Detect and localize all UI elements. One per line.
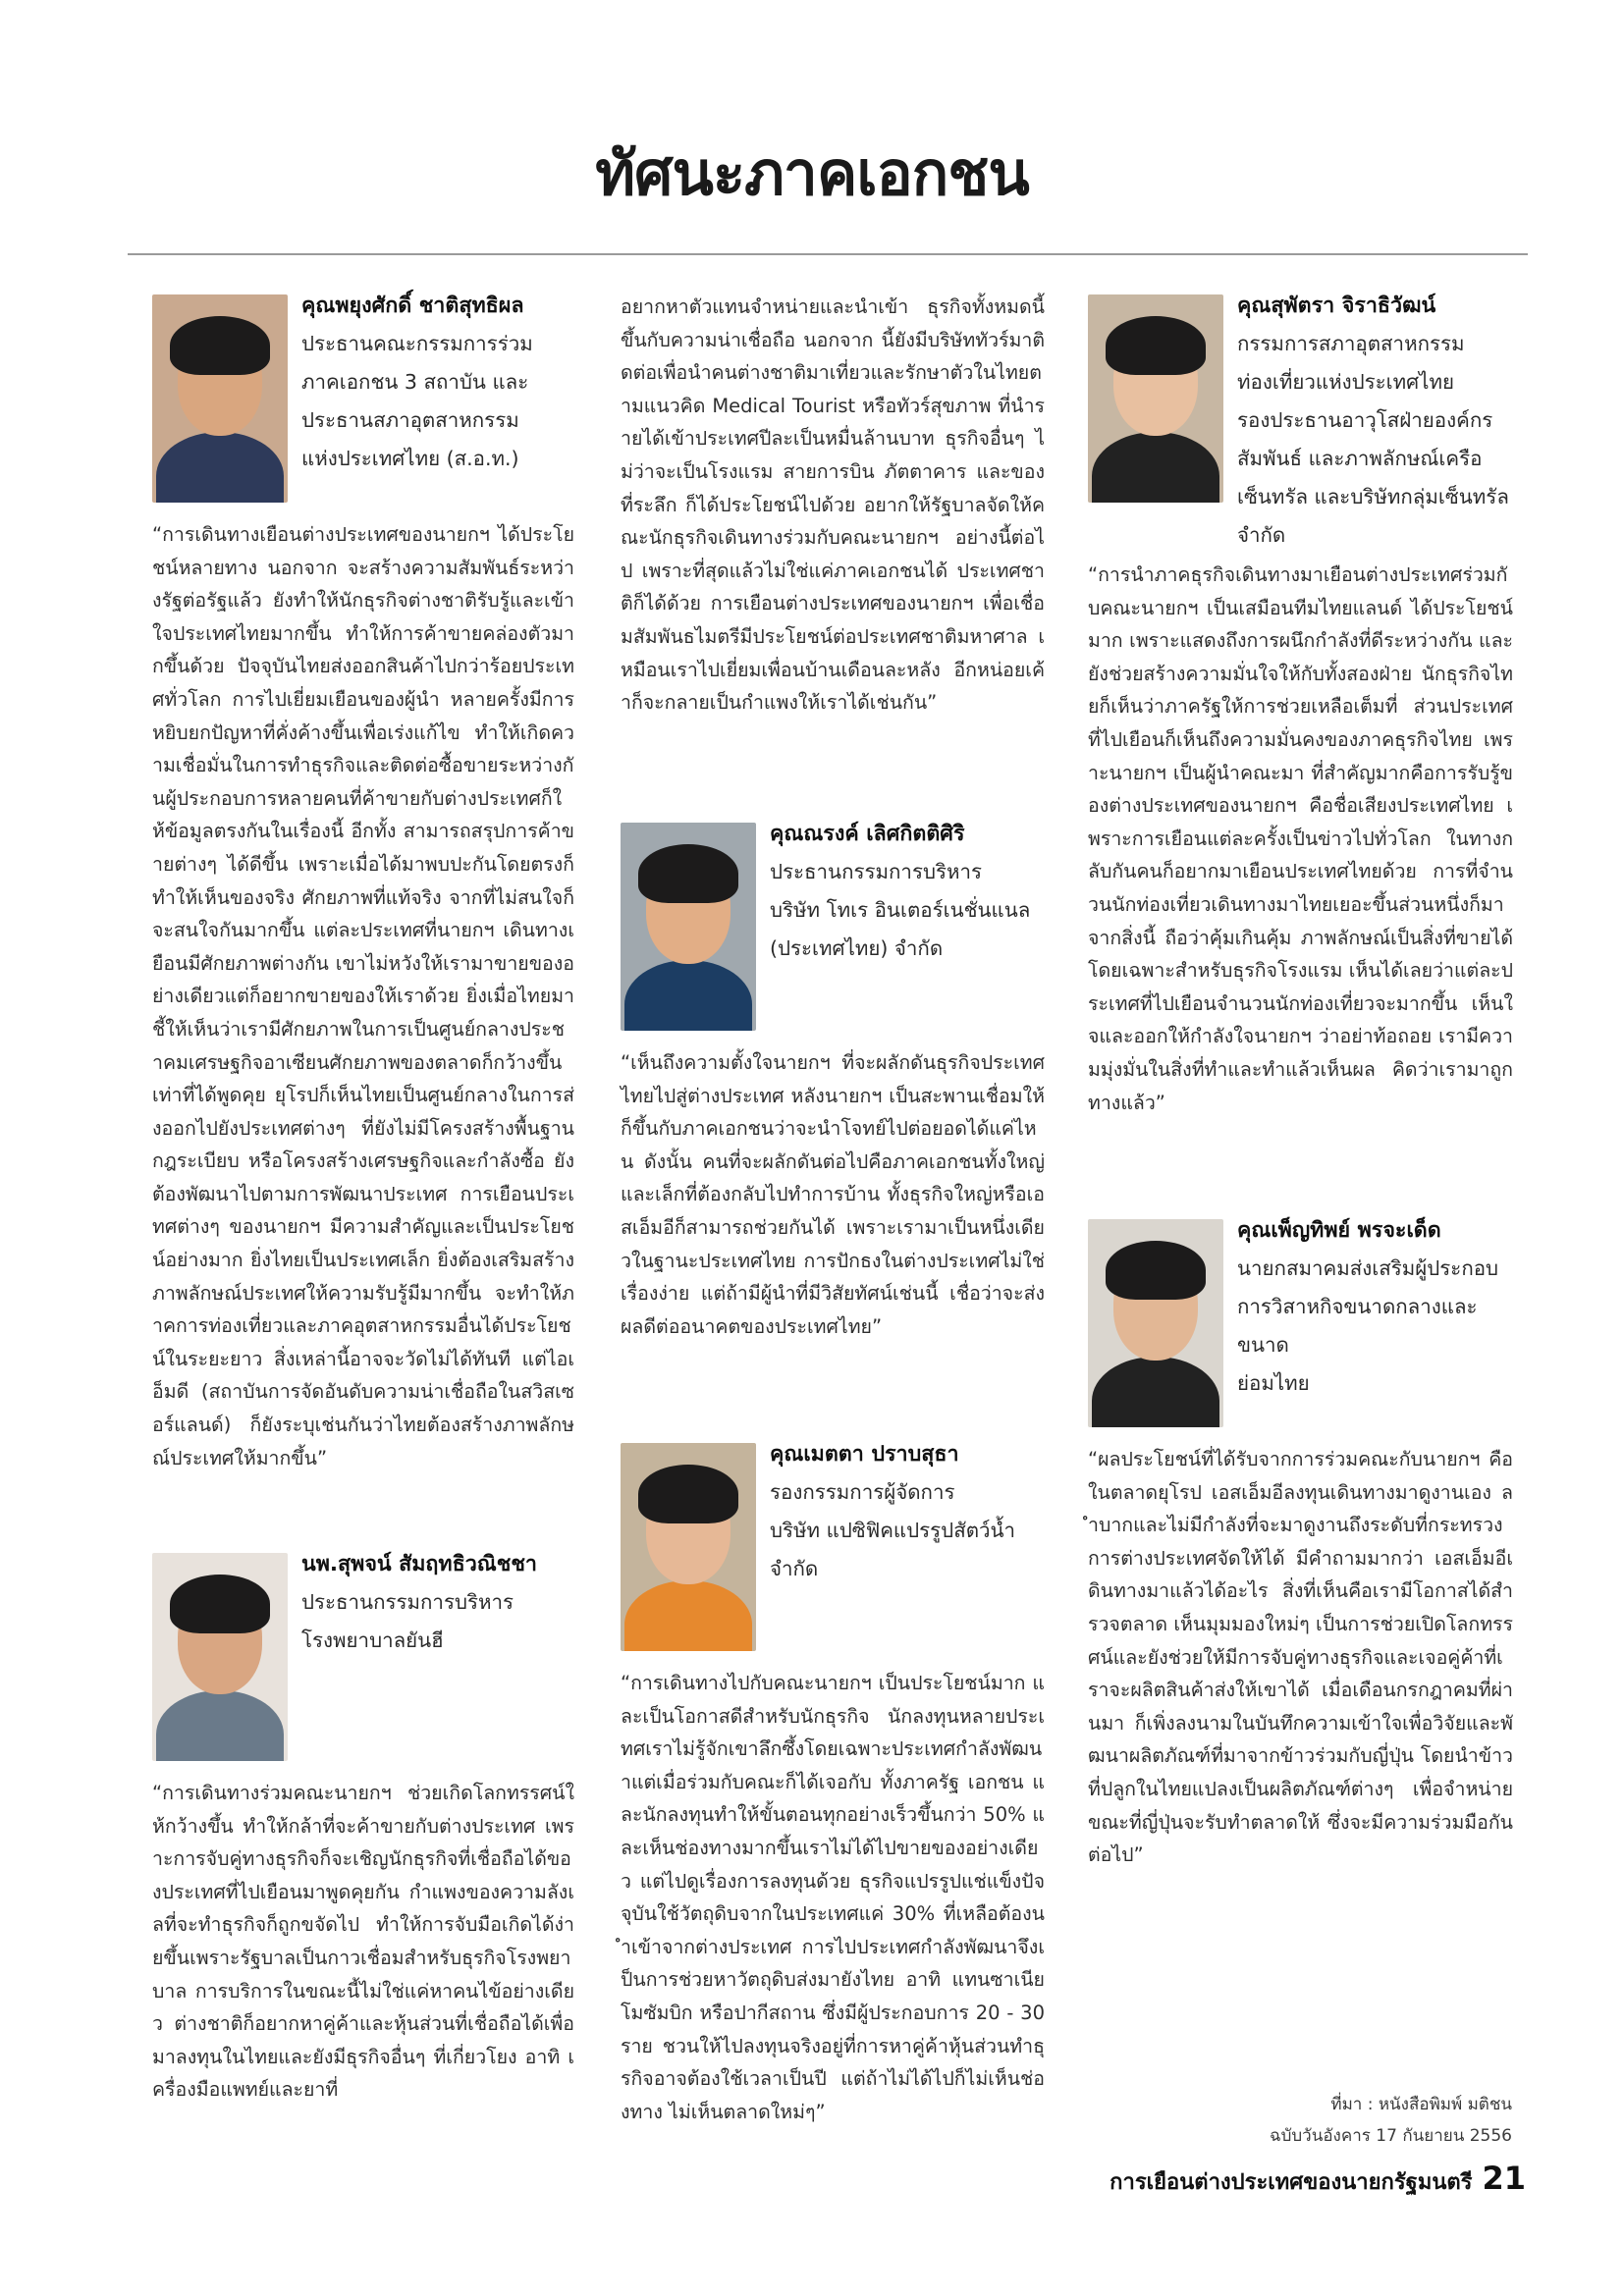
person-name: คุณพยุงศักดิ์ ชาติสุทธิผล: [301, 294, 524, 318]
portrait-icon-5: [1088, 294, 1223, 503]
person-name: คุณณรงค์ เลิศกิตติศิริ: [770, 822, 965, 846]
person-title-line: การวิสาหกิจขนาดกลางและขนาด: [1237, 1295, 1478, 1357]
profile-3: [621, 823, 1045, 1343]
portrait-icon-6: [1088, 1219, 1223, 1427]
person-title-line: กรรมการสภาอุตสาหกรรม: [1237, 332, 1465, 355]
person-title-line: ท่องเที่ยวแห่งประเทศไทย: [1237, 370, 1455, 394]
title-divider: [128, 253, 1528, 255]
person-quote: “ผลประโยชน์ที่ได้รับจากการร่วมคณะกับนายกฯ คือ ในตลาดยุโรป เอสเอ็มอีลงทุนเดินทางมาดูงานเอง ลำบากและไม่มีกำลังที่จะมาดูงานถึงระดับที่กระทรวงการต่างประเทศจัดให้ได้ มีคำถามมากว่า เอสเอ็มอีเดินทางมาแล้วได้อะไร สิ่งที่เห็นคือเรามีโอกาสได้สำรวจตลาด เห็นมุมมองใหม่ๆ เป็นการช่วยเปิดโลกทรรศน์และยังช่วยให้มีการจับคู่ทางธุรกิจและเจอคู่ค้าที่เราจะผลิตสินค้าส่งให้เขาได้ เมื่อเดือนกรกฎาคมที่ผ่านมา ก็เพิ่งลงนามในบันทึกความเข้าใจเพื่อวิจัยและพัฒนาผลิตภัณฑ์ที่มาจากข้าวร่วมกับญี่ปุ่น โดยนำข้าวที่ปลูกในไทยแปลงเป็นผลิตภัณฑ์ต่างๆ เพื่อจำหน่าย ขณะที่ญี่ปุ่นจะรับทำตลาดให้ ซึ่งจะมีความร่วมมือกันต่อไป”: [1088, 1448, 1513, 1867]
portrait-icon-2: [152, 1553, 288, 1761]
person-title-line: ย่อมไทย: [1237, 1371, 1310, 1395]
page-number: 21: [1482, 2160, 1526, 2197]
person-title-line: จำกัด: [1237, 523, 1286, 547]
profile-5: [1088, 294, 1513, 1119]
person-quote: “การนำภาคธุรกิจเดินทางมาเยือนต่างประเทศร่วมกับคณะนายกฯ เป็นเสมือนทีมไทยแลนด์ ได้ประโยชน์มาก เพราะแสดงถึงการผนึกกำลังที่ดีระหว่างกัน และยังช่วยสร้างความมั่นใจให้กับทั้งสองฝ่าย นักธุรกิจไทยก็เห็นว่าภาครัฐให้การช่วยเหลือเต็มที่ ส่วนประเทศที่ไปเยือนก็เห็นถึงความมั่นคงของภาคธุรกิจไทย เพราะนายกฯ เป็นผู้นำคณะมา ที่สำคัญมากคือการรับรู้ของต่างประเทศของนายกฯ คือชื่อเสียงประเทศไทย เพราะการเยือนแต่ละครั้งเป็นข่าวไปทั่วโลก ในทางกลับกันคนก็อยากมาเยือนประเทศไทยด้วย การที่จำนวนนักท่องเที่ยวเดินทางมาไทยเยอะขึ้นส่วนหนึ่งก็มาจากสิ่งนี้ ถือว่าคุ้มเกินคุ้ม ภาพลักษณ์เป็นสิ่งที่ขายได้โดยเฉพาะสำหรับธุรกิจโรงแรม เห็นได้เลยว่าแต่ละประเทศที่ไปเยือนจำนวนนักท่องเที่ยวจะมากขึ้น เห็นใจและออกให้กำลังใจนายกฯ ว่าอย่าท้อถอย เรามีความมุ่งมั่นในสิ่งที่ทำและทำแล้วเห็นผล คิดว่าเรามาถูกทางแล้ว”: [1088, 563, 1513, 1114]
continued-quote: [621, 291, 1045, 720]
source-line: ฉบับวันอังคาร 17 กันยายน 2556: [1270, 2126, 1512, 2146]
person-name: คุณเมตตา ปราบสุธา: [770, 1442, 959, 1467]
continued-text: อยากหาตัวแทนจำหน่ายและนำเข้า ธุรกิจทั้งหมดนี้ขึ้นกับความน่าเชื่อถือ นอกจาก นี้ยังมีบริษัททัวร์มาติดต่อเพื่อนำคนต่างชาติมาเที่ยวและรักษาตัวในไทยตามแนวคิด Medical Tourist หรือทัวร์สุขภาพ ที่นำรายได้เข้าประเทศปีละเป็นหมื่นล้านบาท ธุรกิจอื่นๆ ไม่ว่าจะเป็นโรงแรม สายการบิน ภัตตาคาร และของที่ระลึก ก็ได้ประโยชน์ไปด้วย อยากให้รัฐบาลจัดให้คณะนักธุรกิจเดินทางร่วมกับคณะนายกฯ อย่างนี้ต่อไป เพราะที่สุดแล้วไม่ใช่แค่ภาคเอกชนได้ ประเทศชาติก็ได้ด้วย การเยือนต่างประเทศของนายกฯ เพื่อเชื่อมสัมพันธไมตรีมีประโยชน์ต่อประเทศชาติมหาศาล เหมือนเราไปเยี่ยมเพื่อนบ้านเดือนละหลัง อีกหน่อยเค้าก็จะกลายเป็นกำแพงให้เราได้เช่นกัน”: [621, 295, 1045, 715]
person-quote: “การเดินทางเยือนต่างประเทศของนายกฯ ได้ประโยชน์หลายทาง นอกจาก จะสร้างความสัมพันธ์ระหว่างรัฐต่อรัฐแล้ว ยังทำให้นักธุรกิจต่างชาติรับรู้และเข้าใจประเทศไทยมากขึ้น ทำให้การค้าขายคล่องตัวมากขึ้นด้วย ปัจจุบันไทยส่งออกสินค้าไปกว่าร้อยประเทศทั่วโลก การไปเยี่ยมเยือนของผู้นำ หลายครั้งมีการหยิบยกปัญหาที่คั่งค้างขึ้นเพื่อเร่งแก้ไข ทำให้เกิดความเชื่อมั่นในการทำธุรกิจและติดต่อซื้อขายระหว่างกันผู้ประกอบการหลายคนที่ค้าขายกับต่างประเทศก็ให้ข้อมูลตรงกันในเรื่องนี้ อีกทั้ง สามารถสรุปการค้าขายต่างๆ ได้ดีขึ้น เพราะเมื่อได้มาพบปะกันโดยตรงก็ทำให้เห็นของจริง ศักยภาพที่แท้จริง จากที่ไม่สนใจก็จะสนใจกันมากขึ้น แต่ละประเทศที่นายกฯ เดินทางเยือนมีศักยภาพต่างกัน เขาไม่หวังให้เรามาขายของอย่างเดียวแต่ก็อยากขายของให้เราด้วย ยิ่งเมื่อไทยมาชี้ให้เห็นว่าเรามีศักยภาพในการเป็นศูนย์กลางประชาคมเศรษฐกิจอาเซียนศักยภาพของตลาดก็กว้างขึ้น เท่าที่ได้พูดคุย ยุโรปก็เห็นไทยเป็นศูนย์กลางในการส่งออกไปยังประเทศต่างๆ ที่ยังไม่มีโครงสร้างพื้นฐาน กฎระเบียบ หรือโครงสร้างเศรษฐกิจและกำลังซื้อ ยังต้องพัฒนาไปตามการพัฒนาประเทศ การเยือนประเทศต่างๆ ของนายกฯ มีความสำคัญและเป็นประโยชน์อย่างมาก ยิ่งไทยเป็นประเทศเล็ก ยิ่งต้องเสริมสร้างภาพลักษณ์ประเทศให้ความรับรู้มีมากขึ้น จะทำให้ภาคการท่องเที่ยวและภาคอุตสาหกรรมอื่นได้ประโยชน์ในระยะยาว สิ่งเหล่านี้อาจจะวัดไม่ได้ทันที แต่ไอเอ็มดี (สถาบันการจัดอันดับความน่าเชื่อถือในสวิสเซอร์แลนด์) ก็ยังระบุเช่นกันว่าไทยต้องสร้างภาพลักษณ์ประเทศให้มากขึ้น”: [152, 523, 574, 1469]
person-title-line: นายกสมาคมส่งเสริมผู้ประกอบ: [1237, 1256, 1499, 1280]
page-footer: [1110, 2160, 1526, 2199]
person-title-line: เซ็นทรัล และบริษัทกลุ่มเซ็นทรัล: [1237, 485, 1509, 508]
person-quote: “การเดินทางร่วมคณะนายกฯ ช่วยเกิดโลกทรรศน์ให้กว้างขึ้น ทำให้กล้าที่จะค้าขายกับต่างประเทศ เพราะการจับคู่ทางธุรกิจก็จะเชิญนักธุรกิจที่เชื่อถือได้ของประเทศที่ไปเยือนมาพูดคุยกัน กำแพงของความลังเลที่จะทำธุรกิจก็ถูกขจัดไป ทำให้การจับมือเกิดได้ง่ายขึ้นเพราะรัฐบาลเป็นกาวเชื่อมสำหรับธุรกิจโรงพยาบาล การบริการในขณะนี้ไม่ใช่แค่หาคนไข้อย่างเดียว ต่างชาติก็อยากหาคู่ค้าและหุ้นส่วนที่เชื่อถือได้เพื่อมาลงทุนในไทยและยังมีธุรกิจอื่นๆ ที่เกี่ยวโยง อาทิ เครื่องมือแพทย์และยาที่: [152, 1782, 574, 2102]
person-title-line: โรงพยาบาลยันฮี: [301, 1629, 444, 1652]
profile-2: [152, 1553, 574, 2107]
profile-6: [1088, 1219, 1513, 1872]
portrait-icon-3: [621, 823, 756, 1031]
person-name: นพ.สุพจน์ สัมฤทธิวณิชชา: [301, 1552, 537, 1576]
person-name: คุณเพ็ญทิพย์ พรจะเด็ด: [1237, 1218, 1441, 1243]
person-title-line: ภาคเอกชน 3 สถาบัน และ: [301, 370, 529, 394]
person-title-line: ประธานคณะกรรมการร่วม: [301, 332, 533, 355]
person-name: คุณสุพัตรา จิราธิวัฒน์: [1237, 294, 1436, 318]
person-title-line: ประธานสภาอุตสาหกรรม: [301, 408, 519, 432]
person-title-line: ประธานกรรมการบริหาร: [301, 1590, 514, 1614]
profile-1: [152, 294, 574, 1474]
person-quote: “เห็นถึงความตั้งใจนายกฯ ที่จะผลักดันธุรกิจประเทศไทยไปสู่ต่างประเทศ หลังนายกฯ เป็นสะพานเชื่อมให้ก็ขึ้นกับภาคเอกชนว่าจะนำโจทย์ไปต่อยอดได้แค่ไหน ดังนั้น คนที่จะผลักดันต่อไปคือภาคเอกชนทั้งใหญ่และเล็กที่ต้องกลับไปทำการบ้าน ทั้งธุรกิจใหญ่หรือเอสเอ็มอีก็สามารถช่วยกันได้ เพราะเรามาเป็นหนึ่งเดียวในฐานะประเทศไทย การปักธงในต่างประเทศไม่ใช่เรื่องง่าย แต่ถ้ามีผู้นำที่มีวิสัยทัศน์เช่นนี้ เชื่อว่าจะส่งผลดีต่ออนาคตของประเทศไทย”: [621, 1051, 1045, 1338]
person-title-line: รองประธานอาวุโสฝ่ายองค์กร: [1237, 408, 1493, 432]
page-title: ทัศนะภาคเอกชน: [595, 137, 1029, 209]
portrait-icon-4: [621, 1443, 756, 1651]
person-title-line: บริษัท แปซิฟิคแปรรูปสัตว์น้ำ: [770, 1519, 1016, 1542]
person-title-line: จำกัด: [770, 1557, 819, 1580]
person-quote: “การเดินทางไปกับคณะนายกฯ เป็นประโยชน์มาก และเป็นโอกาสดีสำหรับนักธุรกิจ นักลงทุนหลายประเทศเราไม่รู้จักเขาลึกซึ้งโดยเฉพาะประเทศกำลังพัฒนาแต่เมื่อร่วมกับคณะก็ได้เจอกับ ทั้งภาครัฐ เอกชน และนักลงทุนทำให้ขั้นตอนทุกอย่างเร็วขึ้นกว่า 50% และเห็นช่องทางมากขึ้นเราไม่ได้ไปขายของอย่างเดียว แต่ไปดูเรื่องการลงทุนด้วย ธุรกิจแปรรูปแช่แข็งปัจจุบันใช้วัตถุดิบจากในประเทศแค่ 30% ที่เหลือต้องนำเข้าจากต่างประเทศ การไปประเทศกำลังพัฒนาจึงเป็นการช่วยหาวัตถุดิบส่งมายังไทย อาทิ แทนซาเนีย โมซัมบิก หรือปากีสถาน ซึ่งมีผู้ประกอบการ 20 - 30 ราย ชวนให้ไปลงทุนจริงอยู่ที่การหาคู่ค้าหุ้นส่วนทำธุรกิจอาจต้องใช้เวลาเป็นปี แต่ถ้าไม่ได้ไปก็ไม่เห็นช่องทาง ไม่เห็นตลาดใหม่ๆ”: [621, 1672, 1045, 2123]
person-title-line: บริษัท โทเร อินเตอร์เนชั่นแนล: [770, 898, 1031, 922]
person-title-line: สัมพันธ์ และภาพลักษณ์เครือ: [1237, 447, 1483, 470]
footer-text: การเยือนต่างประเทศของนายกรัฐมนตรี: [1110, 2170, 1473, 2195]
person-title-line: แห่งประเทศไทย (ส.อ.ท.): [301, 447, 519, 470]
source-line: ที่มา : หนังสือพิมพ์ มติชน: [1330, 2095, 1512, 2114]
person-title-line: รองกรรมการผู้จัดการ: [770, 1480, 955, 1504]
portrait-icon-1: [152, 294, 288, 503]
person-title-line: ประธานกรรมการบริหาร: [770, 860, 983, 883]
person-title-line: (ประเทศไทย) จำกัด: [770, 936, 944, 960]
profile-4: [621, 1443, 1045, 2128]
source-credit: [1270, 2089, 1512, 2152]
